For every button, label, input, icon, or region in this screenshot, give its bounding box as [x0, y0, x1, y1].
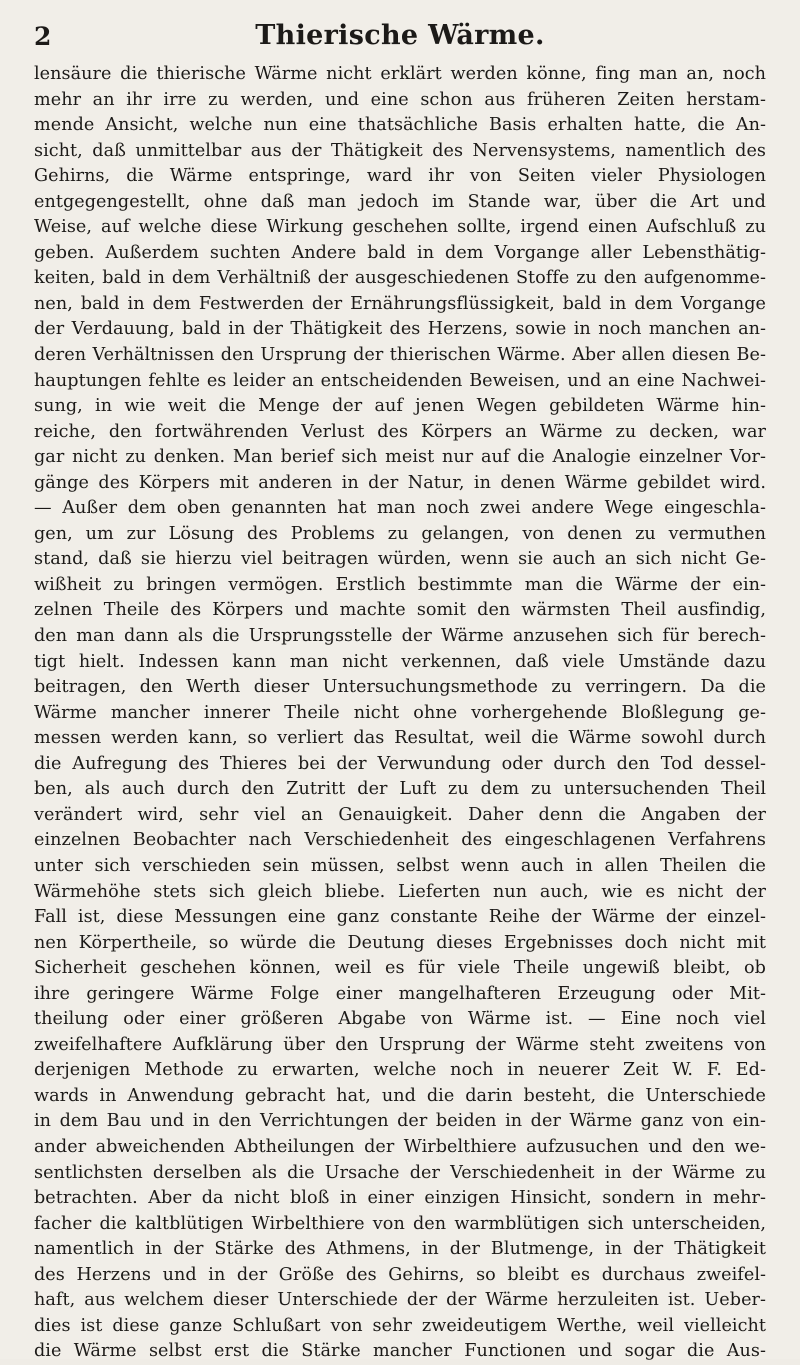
- text-line: sentlichsten derselben als die Ursache der Verschiedenheit in der Wärme zu: [34, 1162, 766, 1183]
- text-line: die Aufregung des Thieres bei der Verwundung oder durch den Tod dessel-: [34, 753, 766, 774]
- text-line: einzelnen Beobachter nach Verschiedenheit des eingeschlagenen Verfahrens: [34, 830, 766, 851]
- text-line: in dem Bau und in den Verrichtungen der beiden in der Wärme ganz von ein-: [34, 1111, 766, 1132]
- text-line: den man dann als die Ursprungsstelle der Wärme anzusehen sich für berech-: [34, 626, 766, 647]
- text-line: ihre geringere Wärme Folge einer mangelhafteren Erzeugung oder Mit-: [34, 983, 766, 1004]
- text-line: Weise, auf welche diese Wirkung geschehen sollte, irgend einen Aufschluß zu: [34, 217, 766, 238]
- text-line: sicht, daß unmittelbar aus der Thätigkeit des Nervensystems, namentlich des: [34, 140, 766, 161]
- text-line: entgegengestellt, ohne daß man jedoch im Stande war, über die Art und: [34, 191, 766, 212]
- text-line: Gehirns, die Wärme entspringe, ward ihr von Seiten vieler Physiologen: [34, 166, 766, 187]
- text-line: keiten, bald in dem Verhältniß der ausgeschiedenen Stoffe zu den aufgenomme-: [34, 268, 766, 289]
- text-line: nen Körpertheile, so würde die Deutung dieses Ergebnisses doch nicht mit: [34, 932, 766, 953]
- text-line: geben. Außerdem suchten Andere bald in dem Vorgange aller Lebensthätig-: [34, 242, 766, 263]
- text-line: wißheit zu bringen vermögen. Erstlich bestimmte man die Wärme der ein-: [34, 574, 766, 595]
- text-line: deren Verhältnissen den Ursprung der thierischen Wärme. Aber allen diesen Be-: [34, 345, 766, 366]
- text-line: haft, aus welchem dieser Unterschiede der der Wärme herzuleiten ist. Ueber-: [34, 1290, 766, 1311]
- text-line: reiche, den fortwährenden Verlust des Körpers an Wärme zu decken, war: [34, 421, 766, 442]
- text-line: ander abweichenden Abtheilungen der Wirbelthiere aufzusuchen und den we-: [34, 1136, 766, 1157]
- text-line: Sicherheit geschehen können, weil es für viele Theile ungewiß bleibt, ob: [34, 958, 766, 979]
- text-line: namentlich in der Stärke des Athmens, in der Blutmenge, in der Thätigkeit: [34, 1239, 766, 1260]
- text-line: zweifelhaftere Aufklärung über den Ursprung der Wärme steht zweitens von: [34, 1034, 766, 1055]
- text-line: stand, daß sie hierzu viel beitragen würden, wenn sie auch an sich nicht Ge-: [34, 549, 766, 570]
- text-line: gänge des Körpers mit anderen in der Natur, in denen Wärme gebildet wird.: [34, 472, 766, 493]
- text-line: messen werden kann, so verliert das Resultat, weil die Wärme sowohl durch: [34, 728, 766, 749]
- text-line: zelnen Theile des Körpers und machte somit den wärmsten Theil ausfindig,: [34, 600, 766, 621]
- text-line: theilung oder einer größeren Abgabe von Wärme ist. — Eine noch viel: [34, 1009, 766, 1030]
- text-line: ben, als auch durch den Zutritt der Luft zu dem zu untersuchenden Theil: [34, 779, 766, 800]
- text-line: die Wärme selbst erst die Stärke mancher Functionen und sogar die Aus-: [34, 1341, 766, 1362]
- text-line: Wärmehöhe stets sich gleich bliebe. Lieferten nun auch, wie es nicht der: [34, 881, 766, 902]
- text-line: gar nicht zu denken. Man berief sich meist nur auf die Analogie einzelner Vor-: [34, 447, 766, 468]
- running-title: Thierische Wärme.: [255, 20, 545, 51]
- text-line: Wärme mancher innerer Theile nicht ohne vorhergehende Bloßlegung ge-: [34, 702, 766, 723]
- text-line: beitragen, den Werth dieser Untersuchungsmethode zu verringern. Da die: [34, 677, 766, 698]
- text-line: — Außer dem oben genannten hat man noch zwei andere Wege eingeschla-: [34, 498, 766, 519]
- body-text: [34, 62, 766, 1365]
- text-line: mende Ansicht, welche nun eine thatsächliche Basis erhalten hatte, die An-: [34, 115, 766, 136]
- page-header: [34, 18, 766, 58]
- text-line: mehr an ihr irre zu werden, und eine schon aus früheren Zeiten herstam-: [34, 89, 766, 110]
- text-line: hauptungen fehlte es leider an entscheidenden Beweisen, und an eine Nachwei-: [34, 370, 766, 391]
- text-line: gen, um zur Lösung des Problems zu gelangen, von denen zu vermuthen: [34, 523, 766, 544]
- text-line: unter sich verschieden sein müssen, selbst wenn auch in allen Theilen die: [34, 855, 766, 876]
- text-line: derjenigen Methode zu erwarten, welche noch in neuerer Zeit W. F. Ed-: [34, 1060, 766, 1081]
- text-line: Fall ist, diese Messungen eine ganz constante Reihe der Wärme der einzel-: [34, 907, 766, 928]
- page-number: 2: [34, 22, 52, 51]
- text-line: dies ist diese ganze Schlußart von sehr zweideutigem Werthe, weil vielleicht: [34, 1315, 766, 1336]
- text-line: des Herzens und in der Größe des Gehirns, so bleibt es durchaus zweifel-: [34, 1264, 766, 1285]
- text-line: lensäure die thierische Wärme nicht erklärt werden könne, fing man an, noch: [34, 64, 766, 84]
- text-line: verändert wird, sehr viel an Genauigkeit. Daher denn die Angaben der: [34, 804, 766, 825]
- text-line: nen, bald in dem Festwerden der Ernährungsflüssigkeit, bald in dem Vorgange: [34, 293, 766, 314]
- text-line: der Verdauung, bald in der Thätigkeit des Herzens, sowie in noch manchen an-: [34, 319, 766, 340]
- text-line: wards in Anwendung gebracht hat, und die darin besteht, die Unterschiede: [34, 1085, 766, 1106]
- text-line: tigt hielt. Indessen kann man nicht verkennen, daß viele Umstände dazu: [34, 651, 766, 672]
- text-line: betrachten. Aber da nicht bloß in einer einzigen Hinsicht, sondern in mehr-: [34, 1188, 766, 1209]
- text-line: facher die kaltblütigen Wirbelthiere von den warmblütigen sich unterscheiden,: [34, 1213, 766, 1234]
- text-line: sung, in wie weit die Menge der auf jenen Wegen gebildeten Wärme hin-: [34, 396, 766, 417]
